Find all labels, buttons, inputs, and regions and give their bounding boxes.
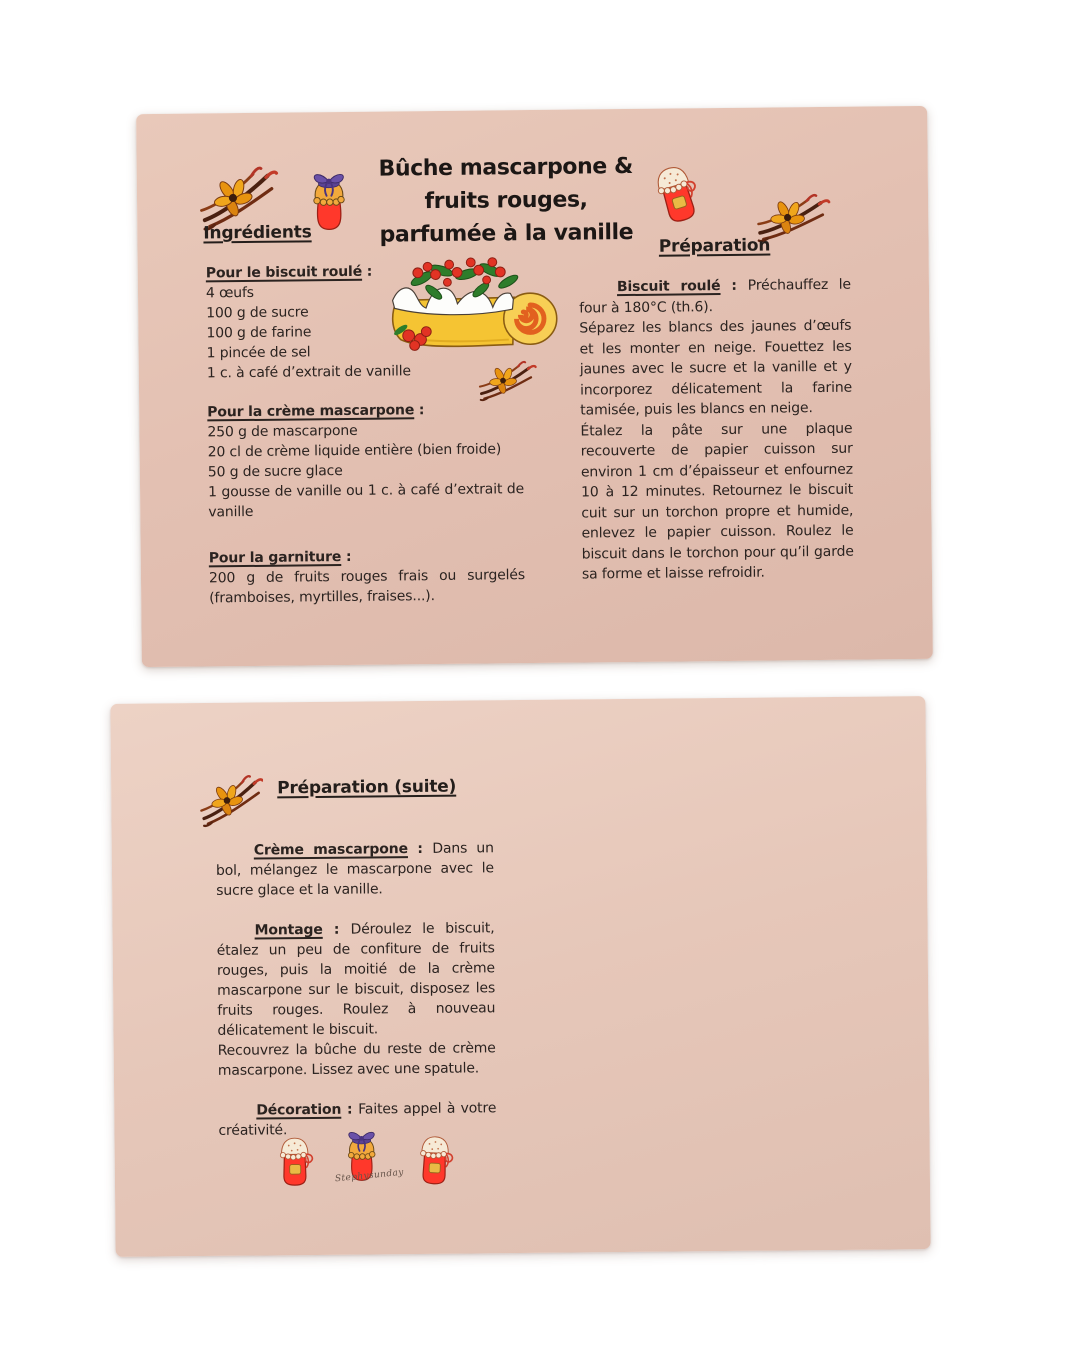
title-line-1: Bûche mascarpone & (378, 153, 634, 182)
preparation-heading: Préparation (658, 235, 771, 257)
ingredient-item: 200 g de fruits rouges frais ou surgelés (framboises, myrtilles, fraises...). (208, 567, 526, 607)
preparation-step: Crème mascarpone : Dans un bol, mélangez le mascarpone avec le sucre glace et la vanille. (215, 840, 495, 899)
jam-jar-bow-icon (305, 166, 354, 238)
group-heading: Pour le biscuit roulé : (205, 263, 373, 282)
preparation-step: Biscuit roulé : Préchauffez le four à 180°C (th.6). (579, 276, 852, 317)
ingredient-item: 100 g de sucre (206, 304, 309, 322)
title-line-3: parfumée à la vanille (379, 219, 634, 248)
ingredient-item: 100 g de farine (206, 324, 312, 342)
jam-jar-lace-icon (272, 1128, 317, 1192)
preparation-suite-heading: Préparation (suite) (277, 776, 457, 799)
ingredients-column (206, 260, 526, 627)
title-line-2: fruits rouges, (424, 187, 588, 214)
recipe-card-front (136, 106, 933, 667)
ingredient-item: 4 œufs (205, 284, 254, 302)
preparation-column (579, 275, 854, 585)
ingredient-item: 250 g de mascarpone (207, 422, 358, 441)
ingredients-heading: Ingrédients (203, 222, 312, 244)
ingredient-group-biscuit (206, 260, 523, 383)
ingredient-item: 1 c. à café d’extrait de vanille (206, 363, 411, 382)
vanilla-flower-icon (195, 163, 280, 232)
ingredient-group-garniture (209, 545, 526, 608)
ingredient-item: 1 gousse de vanille ou 1 c. à café d’extrait de vanille (208, 481, 525, 521)
ingredient-item: 20 cl de crème liquide entière (bien froide) (207, 441, 502, 461)
ingredient-item: 50 g de sucre glace (207, 463, 343, 481)
preparation-step: Décoration : Faites appel à votre créativité. (218, 1100, 497, 1139)
recipe-card-back (110, 696, 930, 1257)
group-heading: Pour la crème mascarpone : (207, 402, 425, 421)
preparation-step: Étalez la pâte sur une plaque recouverte de papier cuisson sur environ 1 cm d’épaisseur et enfournez 10 à 12 minutes. Retournez le biscuit cuit sur un torchon propre et humide, enlevez le papier cuisson. Roulez le biscuit dans le torchon pour qu’il garde sa forme et laisse refroidir. (580, 420, 854, 583)
preparation-step: Séparez les blancs des jaunes d’œufs et les monter en neige. Fouettez les jaunes avec le sucre et la vanille et y incorporez délicatement la farine tamisée, puis les blancs en neige. (579, 317, 853, 419)
group-heading: Pour la garniture : (208, 548, 352, 567)
vanilla-flower-icon (197, 762, 264, 837)
preparation-suite-column (216, 838, 497, 1141)
preparation-step: Recouvrez la bûche du reste de crème mascarpone. Lissez avec une spatule. (217, 1040, 496, 1079)
ingredient-item: 1 pincée de sel (206, 344, 311, 362)
jam-jar-lace-icon (411, 1126, 458, 1192)
preparation-step: Montage : Déroulez le biscuit, étalez un peu de confiture de fruits rouges, puis la moitié de la crème mascarpone sur le biscuit, disposez les fruits rouges. Roulez à nouveau délicatement le biscuit. (216, 920, 496, 1039)
signature: Stephysunday (334, 1167, 405, 1185)
ingredient-group-creme (207, 399, 524, 522)
